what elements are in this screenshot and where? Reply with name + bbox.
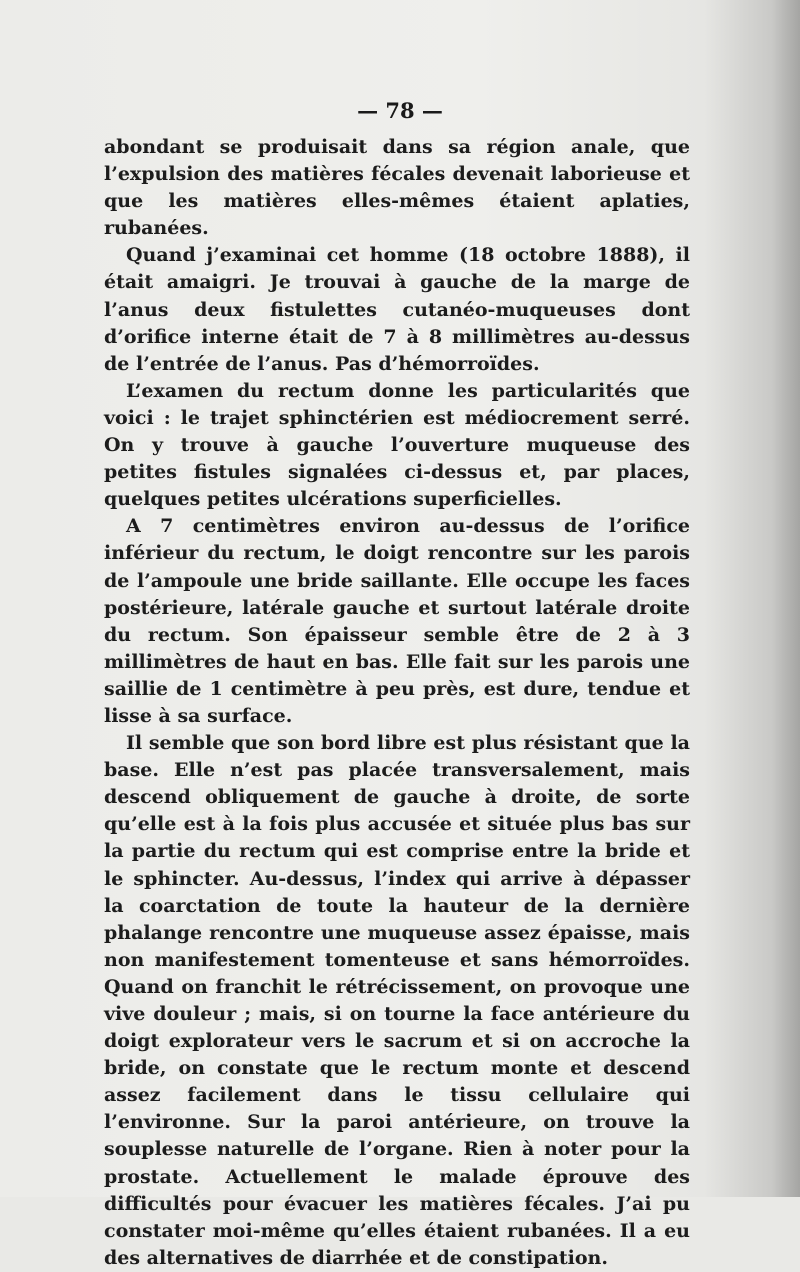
paragraph-5: Il semble que son bord libre est plus résistant que la base. Elle n’est pas placée transversalement, mais descend obliquement de gauche à droite, de sorte qu’elle est à la fois plus accusée et située plus bas sur la partie du rectum qui est comprise entre la bride et le sphincter. Au-dessus, l’index qui arrive à dépasser la coarctation de toute la hauteur de la dernière phalange rencontre une muqueuse assez épaisse, mais non manifestement tomenteuse et sans hémorroïdes. Quand on franchit le rétrécissement, on provoque une vive douleur ; mais, si on tourne la face antérieure du doigt explorateur vers le sacrum et si on accroche la bride, on constate que le rectum monte et descend assez facilement dans le tissu cellulaire qui l’environne. Sur la paroi antérieure, on trouve la souplesse naturelle de l’organe. Rien à noter pour la prostate. Actuellement le malade éprouve des difficultés pour évacuer les matières fécales. J’ai pu constater moi-même qu’elles étaient rubanées. Il a eu des alternatives de diarrhée et de constipation.	[104, 732, 690, 1269]
paragraph-3: L’examen du rectum donne les particularités que voici : le trajet sphinctérien est médiocrement serré. On y trouve à gauche l’ouverture muqueuse des petites fistules signalées ci-dessus et, par places, quelques petites ulcérations superficielles.	[104, 379, 690, 511]
paragraph-1: abondant se produisait dans sa région anale, que l’expulsion des matières fécales devenait laborieuse et que les matières elles-mêmes étaient aplaties, rubanées.	[104, 136, 690, 240]
paragraph-4: A 7 centimètres environ au-dessus de l’orifice inférieur du rectum, le doigt rencontre sur les parois de l’ampoule une bride saillante. Elle occupe les faces postérieure, latérale gauche et surtout latérale droite du rectum. Son épaisseur semble être de 2 à 3 millimètres de haut en bas. Elle fait sur les parois une saillie de 1 centimètre à peu près, est dure, tendue et lisse à sa surface.	[104, 515, 690, 727]
paragraph-2: Quand j’examinai cet homme (18 octobre 1888), il était amaigri. Je trouvai à gauche de la marge de l’anus deux fistulettes cutanéo-muqueuses dont d’orifice interne était de 7 à 8 millimètres au-dessus de l’entrée de l’anus. Pas d’hémorroïdes.	[104, 244, 690, 375]
page-edge-shadow	[772, 0, 800, 1197]
page-number: — 78 —	[357, 98, 443, 123]
body-text	[104, 134, 690, 1272]
